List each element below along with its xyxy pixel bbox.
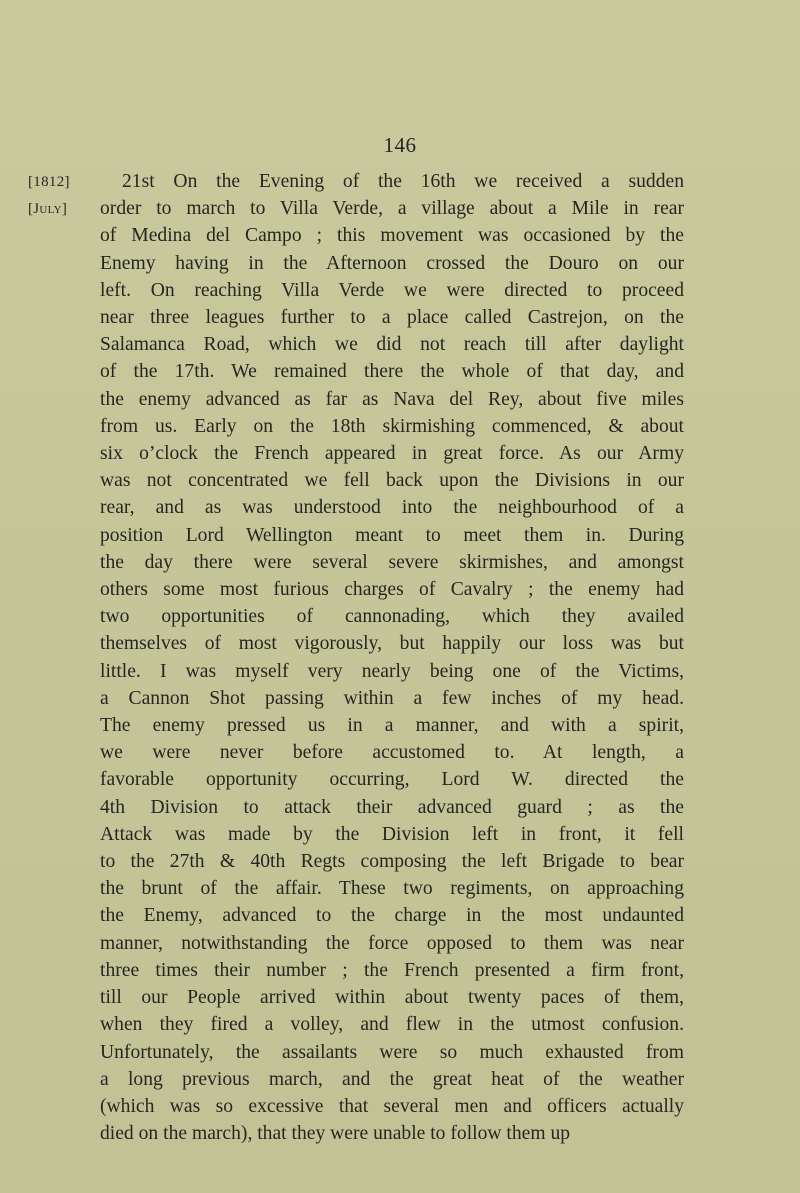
text-line: of the 17th. We remained there the whole of that day, and — [100, 361, 684, 383]
text-line: 4th Division to attack their advanced guard ; as the — [100, 796, 684, 818]
text-line: others some most furious charges of Cavalry ; the enemy had — [100, 579, 684, 601]
text-line: the brunt of the affair. These two regiments, on approaching — [100, 878, 684, 900]
text-line: three times their number ; the French presented a firm front, — [100, 959, 684, 981]
text-line: Unfortunately, the assailants were so much exhausted from — [100, 1041, 684, 1063]
text-line: when they fired a volley, and flew in the utmost confusion. — [100, 1014, 684, 1036]
body-text — [100, 168, 684, 1147]
margin-year: [1812] — [28, 174, 70, 190]
margin-month: [July] — [28, 201, 68, 217]
text-line: the Enemy, advanced to the charge in the most undaunted — [100, 905, 684, 927]
text-line: rear, and as was understood into the neighbourhood of a — [100, 497, 684, 519]
page-number: 146 — [383, 133, 417, 157]
text-line: Attack was made by the Division left in front, it fell — [100, 823, 684, 845]
text-line: died on the march), that they were unable to follow them up — [100, 1123, 571, 1145]
text-line: the enemy advanced as far as Nava del Rey, about five miles — [100, 388, 684, 410]
text-line: little. I was myself very nearly being one of the Victims, — [100, 660, 684, 682]
text-line: till our People arrived within about twenty paces of them, — [100, 987, 684, 1009]
text-line: we were never before accustomed to. At length, a — [100, 742, 684, 764]
text-line: was not concentrated we fell back upon the Divisions in our — [100, 470, 684, 492]
text-line: to the 27th & 40th Regts composing the left Brigade to bear — [100, 851, 684, 873]
text-line: a long previous march, and the great heat of the weather — [100, 1068, 684, 1090]
text-line: Salamanca Road, which we did not reach till after daylight — [100, 334, 684, 356]
text-line: manner, notwithstanding the force opposed to them was near — [100, 932, 684, 954]
text-line: the day there were several severe skirmishes, and amongst — [100, 551, 684, 573]
text-line: a Cannon Shot passing within a few inches of my head. — [100, 687, 684, 709]
text-line: themselves of most vigorously, but happily our loss was but — [100, 633, 684, 655]
text-line: of Medina del Campo ; this movement was occasioned by the — [100, 225, 684, 247]
text-line: position Lord Wellington meant to meet them in. During — [100, 524, 684, 546]
text-line: from us. Early on the 18th skirmishing commenced, & about — [100, 415, 684, 437]
text-line: two opportunities of cannonading, which they availed — [100, 606, 684, 628]
text-line: (which was so excessive that several men and officers actually — [100, 1095, 684, 1117]
text-line: The enemy pressed us in a manner, and with a spirit, — [100, 715, 684, 737]
text-line: favorable opportunity occurring, Lord W. directed the — [100, 769, 684, 791]
text-line: six o’clock the French appeared in great force. As our Army — [100, 443, 684, 465]
text-line: 21st On the Evening of the 16th we received a sudden — [122, 171, 684, 192]
text-line: left. On reaching Villa Verde we were directed to proceed — [100, 279, 684, 301]
text-line: near three leagues further to a place called Castrejon, on the — [100, 307, 684, 329]
text-line: order to march to Villa Verde, a village about a Mile in rear — [100, 198, 684, 220]
text-line: Enemy having in the Afternoon crossed the Douro on our — [100, 252, 684, 274]
